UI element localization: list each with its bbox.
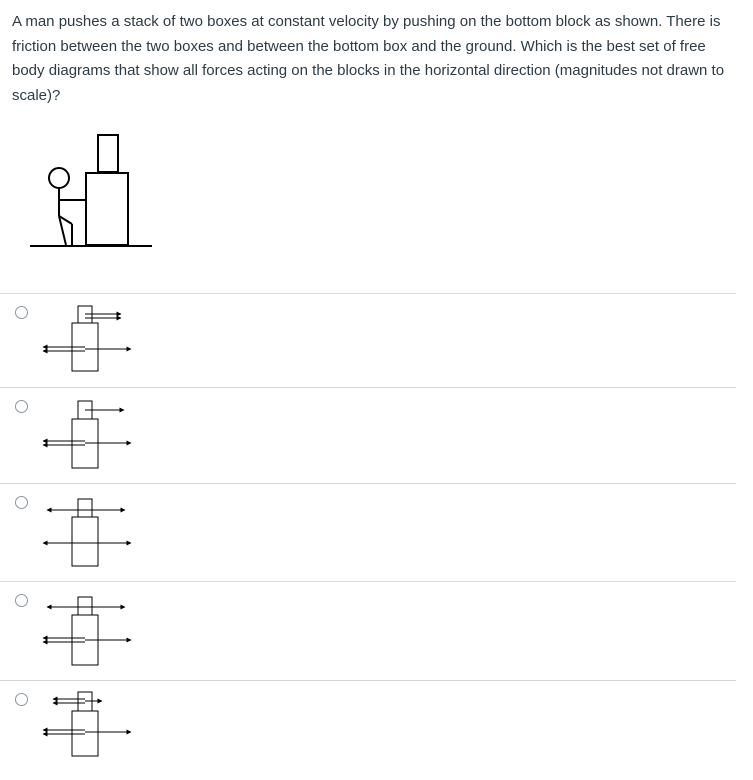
fbd-diagram-d	[38, 590, 134, 670]
answer-radio-c[interactable]	[15, 496, 28, 509]
bottom-box	[86, 173, 128, 245]
fbd-diagram-a	[38, 302, 134, 382]
answer-option-b[interactable]	[0, 387, 736, 484]
question-illustration	[28, 130, 154, 250]
man-figure	[49, 168, 85, 245]
top-block	[78, 499, 92, 517]
fbd-diagram-e	[38, 688, 134, 768]
answer-radio-e[interactable]	[15, 693, 28, 706]
answer-option-c[interactable]	[0, 483, 736, 582]
fbd-diagram-b	[38, 396, 134, 476]
question-text: A man pushes a stack of two boxes at constant velocity by pushing on the bottom block as shown. There is friction between the two boxes and between the bottom box and the ground. Which is the best set of free body diagrams that show all forces acting on the blocks in the horizontal direction (magnitudes not drawn to scale)?	[12, 13, 725, 104]
bottom-block	[72, 517, 98, 566]
answer-radio-d[interactable]	[15, 594, 28, 607]
answer-radio-a[interactable]	[15, 306, 28, 319]
answer-option-e[interactable]	[0, 680, 736, 780]
answer-option-a[interactable]	[0, 293, 736, 388]
answer-option-d[interactable]	[0, 581, 736, 681]
top-block	[78, 597, 92, 615]
top-box	[98, 135, 118, 172]
fbd-diagram-c	[38, 492, 134, 572]
answer-radio-b[interactable]	[15, 400, 28, 413]
